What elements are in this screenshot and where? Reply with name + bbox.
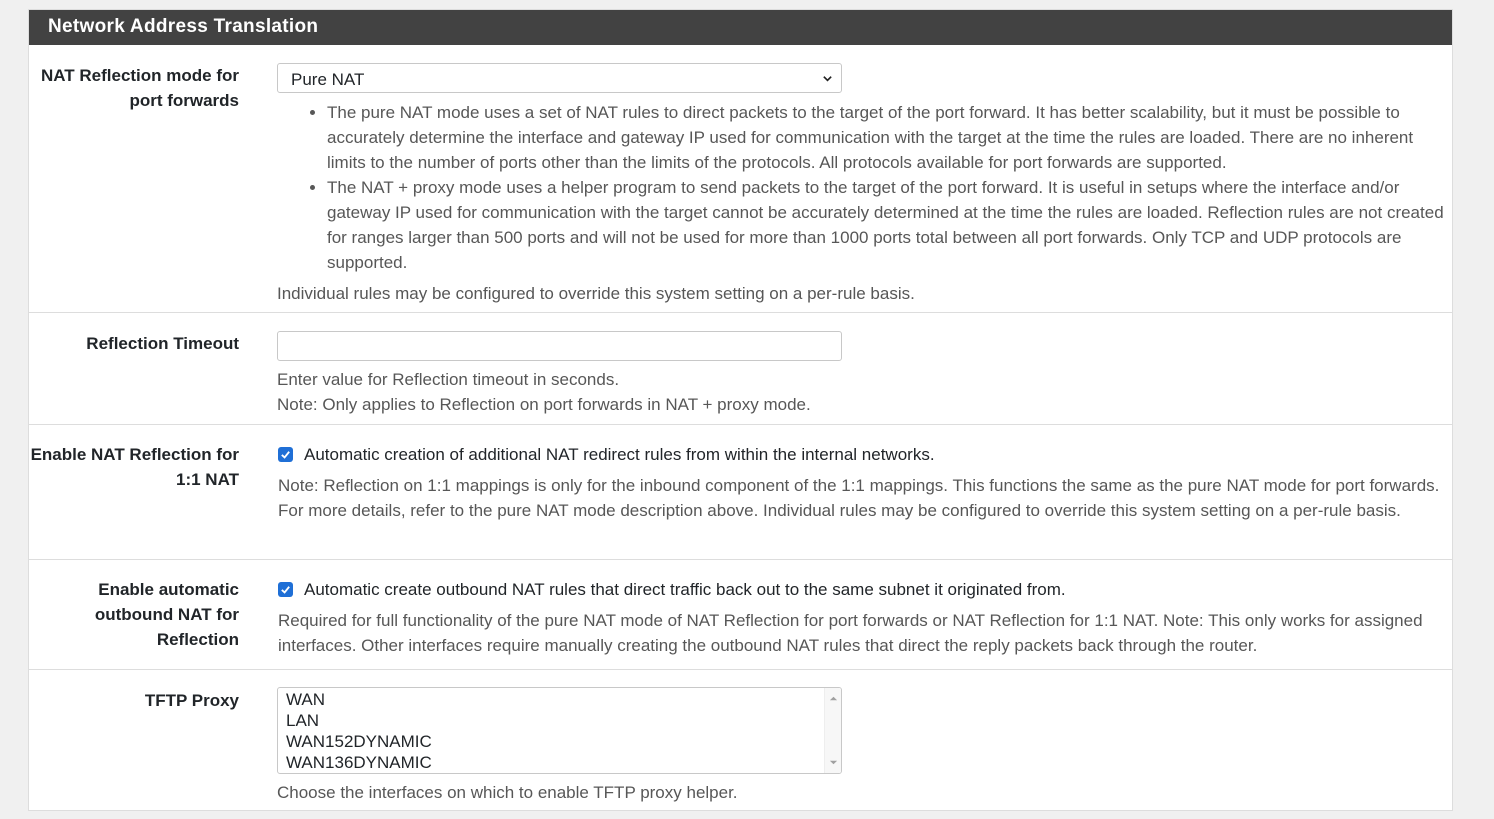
reflection-timeout-label: Reflection Timeout <box>86 334 239 353</box>
nat-reflection-mode-content <box>277 63 1444 306</box>
auto-outbound-nat-content <box>277 577 1444 658</box>
tftp-proxy-help: Choose the interfaces on which to enable TFTP proxy helper. <box>277 783 738 802</box>
row-auto-outbound-nat <box>29 559 1452 669</box>
nat-reflection-1to1-label <box>31 442 239 492</box>
scroll-down-arrow-icon[interactable] <box>829 758 838 767</box>
nat-reflection-mode-select[interactable] <box>277 63 842 93</box>
listbox-option-wan[interactable]: WAN <box>286 690 326 709</box>
nat-reflection-1to1-checkbox-label: Automatic creation of additional NAT redirect rules from within the internal networks. <box>304 445 935 464</box>
listbox-option-lan[interactable]: LAN <box>286 711 320 730</box>
tftp-proxy-content <box>277 687 1444 805</box>
label-line: Enable NAT Reflection for <box>30 445 239 464</box>
nat-mode-help-list <box>327 100 1444 275</box>
help-bullet-nat-proxy: • The NAT + proxy mode uses a helper program to send packets to the target of the port forward. It is useful in setups where the interface and/or gateway IP used for communication with the target cannot be accurately determined at the time the rules are loaded. Reflection rules are not created for ranges larger than 500 ports and will not be used for more than 1000 ports total between all port forwards. Only TCP and UDP protocols are supported. <box>327 175 1444 275</box>
reflection-timeout-help-1: Enter value for Reflection timeout in seconds. <box>277 370 620 389</box>
tftp-proxy-listbox[interactable] <box>277 687 842 774</box>
reflection-timeout-content <box>277 331 1444 417</box>
nat-reflection-1to1-checkbox-row[interactable] <box>277 442 1444 467</box>
help-bullet-pure-nat: • The pure NAT mode uses a set of NAT rules to direct packets to the target of the port forward. It has better scalability, but it must be possible to accurately determine the interface and gateway IP used for communication with the target at the time the rules are loaded. There are no inherent limits to the number of ports other than the limits of the protocols. All protocols available for port forwards are supported. <box>327 100 1444 175</box>
label-line: Reflection <box>156 630 239 649</box>
label-line: outbound NAT for <box>94 605 239 624</box>
nat-reflection-1to1-content <box>277 442 1444 523</box>
reflection-timeout-input[interactable] <box>277 331 842 361</box>
checkmark-icon <box>280 449 291 460</box>
nat-reflection-1to1-checkbox[interactable] <box>278 447 293 462</box>
scroll-up-arrow-icon[interactable] <box>829 694 838 703</box>
listbox-scrollbar[interactable] <box>824 688 841 773</box>
label-line: Enable automatic <box>98 580 239 599</box>
chevron-down-icon <box>822 73 833 84</box>
select-value: Pure NAT <box>291 70 365 89</box>
row-nat-reflection-mode <box>29 45 1452 312</box>
listbox-option-wan136dynamic[interactable]: WAN136DYNAMIC <box>286 753 432 772</box>
row-nat-reflection-1to1 <box>29 424 1452 559</box>
auto-outbound-nat-help: Required for full functionality of the pure NAT mode of NAT Reflection for port forwards or NAT Reflection for 1:1 NAT. Note: This only works for assigned interfaces. Other interfaces require manually creating the outbound NAT rules that direct the reply packets back through the router. <box>278 611 1423 655</box>
nat-reflection-mode-label <box>41 63 239 113</box>
nat-mode-footer-help: Individual rules may be configured to override this system setting on a per-rule basis. <box>277 284 915 303</box>
auto-outbound-nat-checkbox-row[interactable] <box>277 577 1444 602</box>
nat-reflection-1to1-help: Note: Reflection on 1:1 mappings is only for the inbound component of the 1:1 mappings. This functions the same as the pure NAT mode for port forwards. For more details, refer to the pure NAT mode description above. Individual rules may be configured to override this system setting on a per-rule basis. <box>278 476 1440 520</box>
auto-outbound-nat-checkbox[interactable] <box>278 582 293 597</box>
panel-title: Network Address Translation <box>29 10 1452 45</box>
label-line: NAT Reflection mode for <box>40 66 239 85</box>
label-line: port forwards <box>129 91 239 110</box>
label-line: 1:1 NAT <box>176 470 239 489</box>
reflection-timeout-help-2: Note: Only applies to Reflection on port forwards in NAT + proxy mode. <box>277 395 811 414</box>
row-tftp-proxy <box>29 669 1452 811</box>
tftp-proxy-label: TFTP Proxy <box>144 691 239 710</box>
row-reflection-timeout <box>29 312 1452 424</box>
listbox-option-wan152dynamic[interactable]: WAN152DYNAMIC <box>286 732 432 751</box>
checkmark-icon <box>280 584 291 595</box>
auto-outbound-nat-checkbox-label: Automatic create outbound NAT rules that direct traffic back out to the same subnet it originated from. <box>304 580 1066 599</box>
auto-outbound-nat-label <box>95 577 239 652</box>
nat-panel <box>28 9 1453 811</box>
